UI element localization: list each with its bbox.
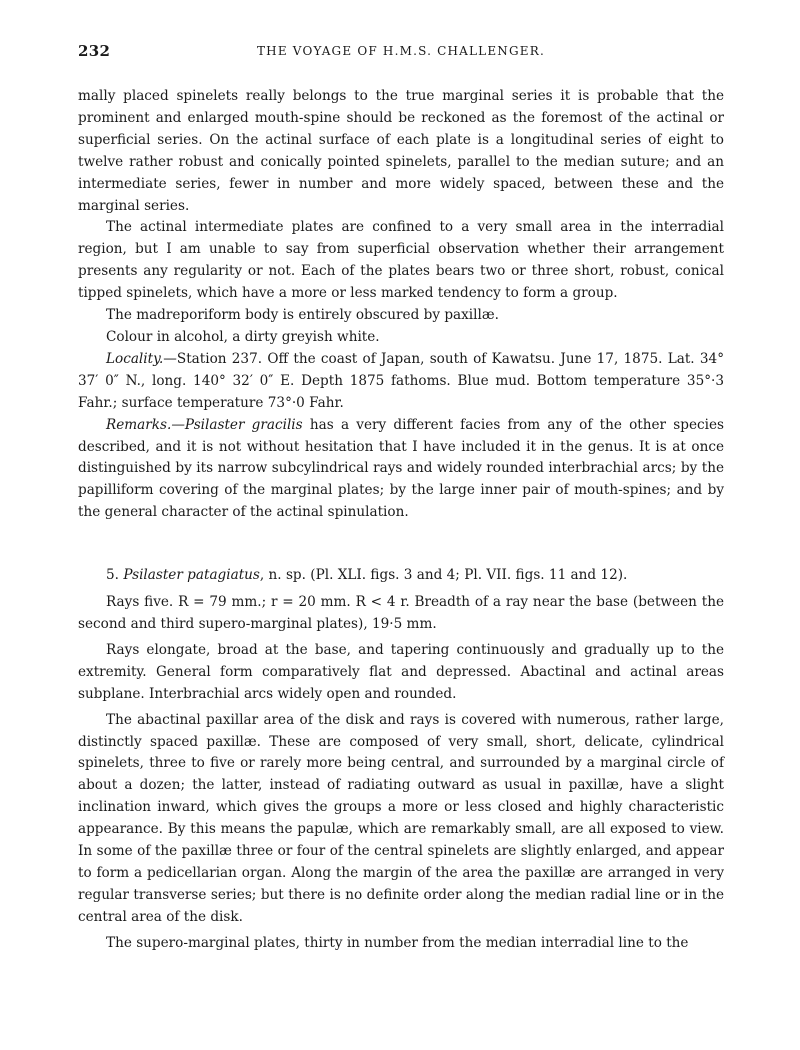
remarks-text: has a very different facies from any of the other species described, and it is not without hesitation that I have included it in the genus. It is at once distinguished by its narrow subcylindrical rays and widely rounded interbrachial arcs; by the papilliform covering of the marginal plates; by the large inner pair of mouth-spines; and by the general character of the actinal spinulation.	[78, 416, 724, 521]
species-name: Psilaster patagiatus	[123, 567, 260, 584]
paragraph-paxillae: The abactinal paxillar area of the disk and rays is covered with numerous, rather large, distinctly spaced paxillæ. These are composed of very small, short, delicate, cylindrical spinelets, three to five or rarely more being central, and surrounded by a marginal circle of about a dozen; the latter, instead of radiating outward as usual in paxillæ, have a slight inclination inward, which gives the groups a more or less closed and highly characteristic appearance. By this means the papulæ, which are remarkably small, are all exposed to view. In some of the paxillæ three or four of the central spinelets are slightly enlarged, and appear to form a pedicellarian organ. Along the margin of the area the paxillæ are arranged in very regular transverse series; but there is no definite order along the median radial line or in the central area of the disk.	[78, 711, 724, 925]
paragraph-locality	[78, 349, 724, 415]
species-heading	[78, 564, 724, 586]
running-title: THE VOYAGE OF H.M.S. CHALLENGER.	[256, 44, 546, 58]
paragraph-continuation: mally placed spinelets really belongs to the true marginal series it is probable that the prominent and enlarged mouth-spine should be reckoned as the foremost of the actinal or superficial series. On the actinal surface of each plate is a longitudinal series of eight to twelve rather robust and conically pointed spinelets, parallel to the median suture; and an intermediate series, fewer in number and more widely spaced, between these and the marginal series.	[78, 88, 724, 214]
remarks-species: —Psilaster gracilis	[171, 416, 303, 433]
paragraph-measurements: Rays five. R = 79 mm.; r = 20 mm. R < 4 r. Breadth of a ray near the base (between the second and third supero-marginal plates), 19·5 mm.	[78, 594, 724, 633]
paragraph-madreporiform: The madreporiform body is entirely obscured by paxillæ.	[106, 307, 499, 324]
paragraph-remarks	[78, 415, 724, 525]
species-number: 5.	[106, 567, 119, 584]
locality-text: —Station 237. Off the coast of Japan, south of Kawatsu. June 17, 1875. Lat. 34° 37′ 0″ N., long. 140° 32′ 0″ E. Depth 1875 fathoms. Blue mud. Bottom temperature 35°·3 Fahr.; surface temperature 73°·0 Fahr.	[78, 350, 724, 411]
paragraph-form: Rays elongate, broad at the base, and tapering continuously and gradually up to the extremity. General form comparatively flat and depressed. Abactinal and actinal areas subplane. Interbrachial arcs widely open and rounded.	[78, 641, 724, 702]
body-text	[78, 86, 724, 955]
page-number: 232	[78, 42, 111, 60]
page	[78, 42, 724, 955]
paragraph-colour: Colour in alcohol, a dirty greyish white.	[106, 328, 380, 345]
running-head	[78, 42, 724, 64]
paragraph-supero-marginal: The supero-marginal plates, thirty in number from the median interradial line to the	[106, 934, 689, 951]
remarks-label: Remarks.	[106, 416, 172, 433]
locality-label: Locality.	[106, 350, 164, 367]
section-gap	[78, 524, 724, 564]
paragraph-actinal-plates: The actinal intermediate plates are confined to a very small area in the interradial region, but I am unable to say from superficial observation whether their arrangement presents any regularity or not. Each of the plates bears two or three short, robust, conical tipped spinelets, which have a more or less marked tendency to form a group.	[78, 219, 724, 302]
species-citation: , n. sp. (Pl. XLI. figs. 3 and 4; Pl. VII. figs. 11 and 12).	[259, 567, 628, 584]
